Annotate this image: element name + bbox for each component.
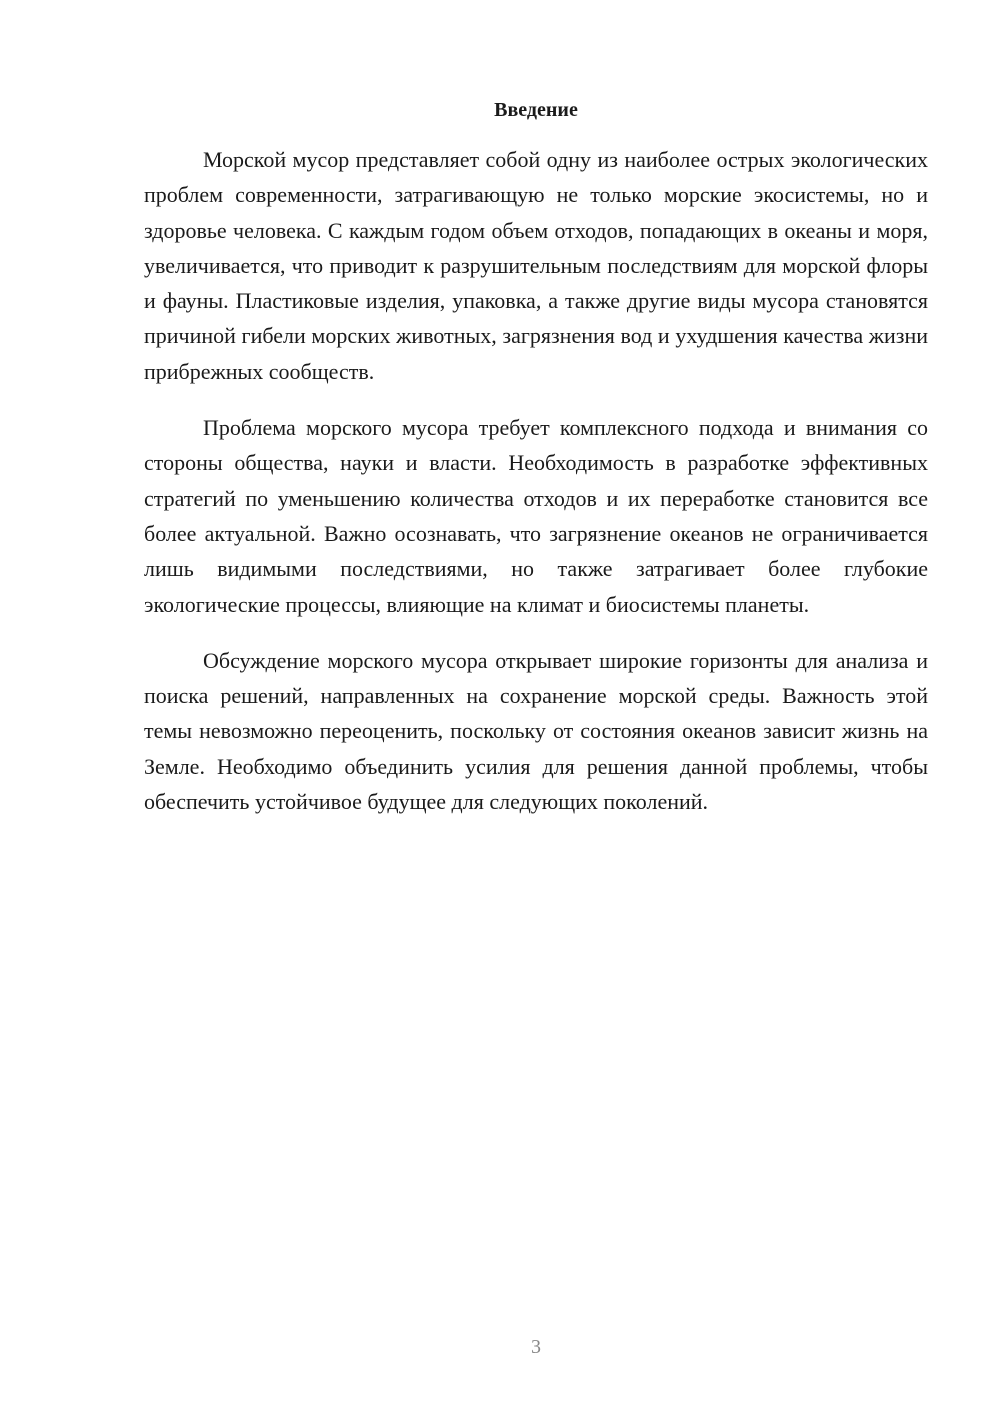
section-heading: Введение — [494, 99, 578, 121]
page-number: 3 — [531, 1336, 541, 1358]
body-text — [144, 142, 928, 840]
paragraph-1: Морской мусор представляет собой одну из наиболее острых экологических проблем современности, затрагивающую не только морские экосистемы, но и здоровье человека. С каждым годом объем отходов, попадающих в океаны и моря, увеличивается, что приводит к разрушительным последствиям для морской флоры и фауны. Пластиковые изделия, упаковка, а также другие виды мусора становятся причиной гибели морских животных, загрязнения вод и ухудшения качества жизни прибрежных сообществ. — [144, 147, 928, 384]
paragraph-2: Проблема морского мусора требует комплексного подхода и внимания со стороны общества, науки и власти. Необходимость в разработке эффективных стратегий по уменьшению количества отходов и их переработке становится все более актуальной. Важно осознавать, что загрязнение океанов не ограничивается лишь видимыми последствиями, но также затрагивает более глубокие экологические процессы, влияющие на климат и биосистемы планеты. — [144, 415, 928, 617]
paragraph-3: Обсуждение морского мусора открывает широкие горизонты для анализа и поиска решений, направленных на сохранение морской среды. Важность этой темы невозможно переоценить, поскольку от состояния океанов зависит жизнь на Земле. Необходимо объединить усилия для решения данной проблемы, чтобы обеспечить устойчивое будущее для следующих поколений. — [144, 647, 928, 815]
